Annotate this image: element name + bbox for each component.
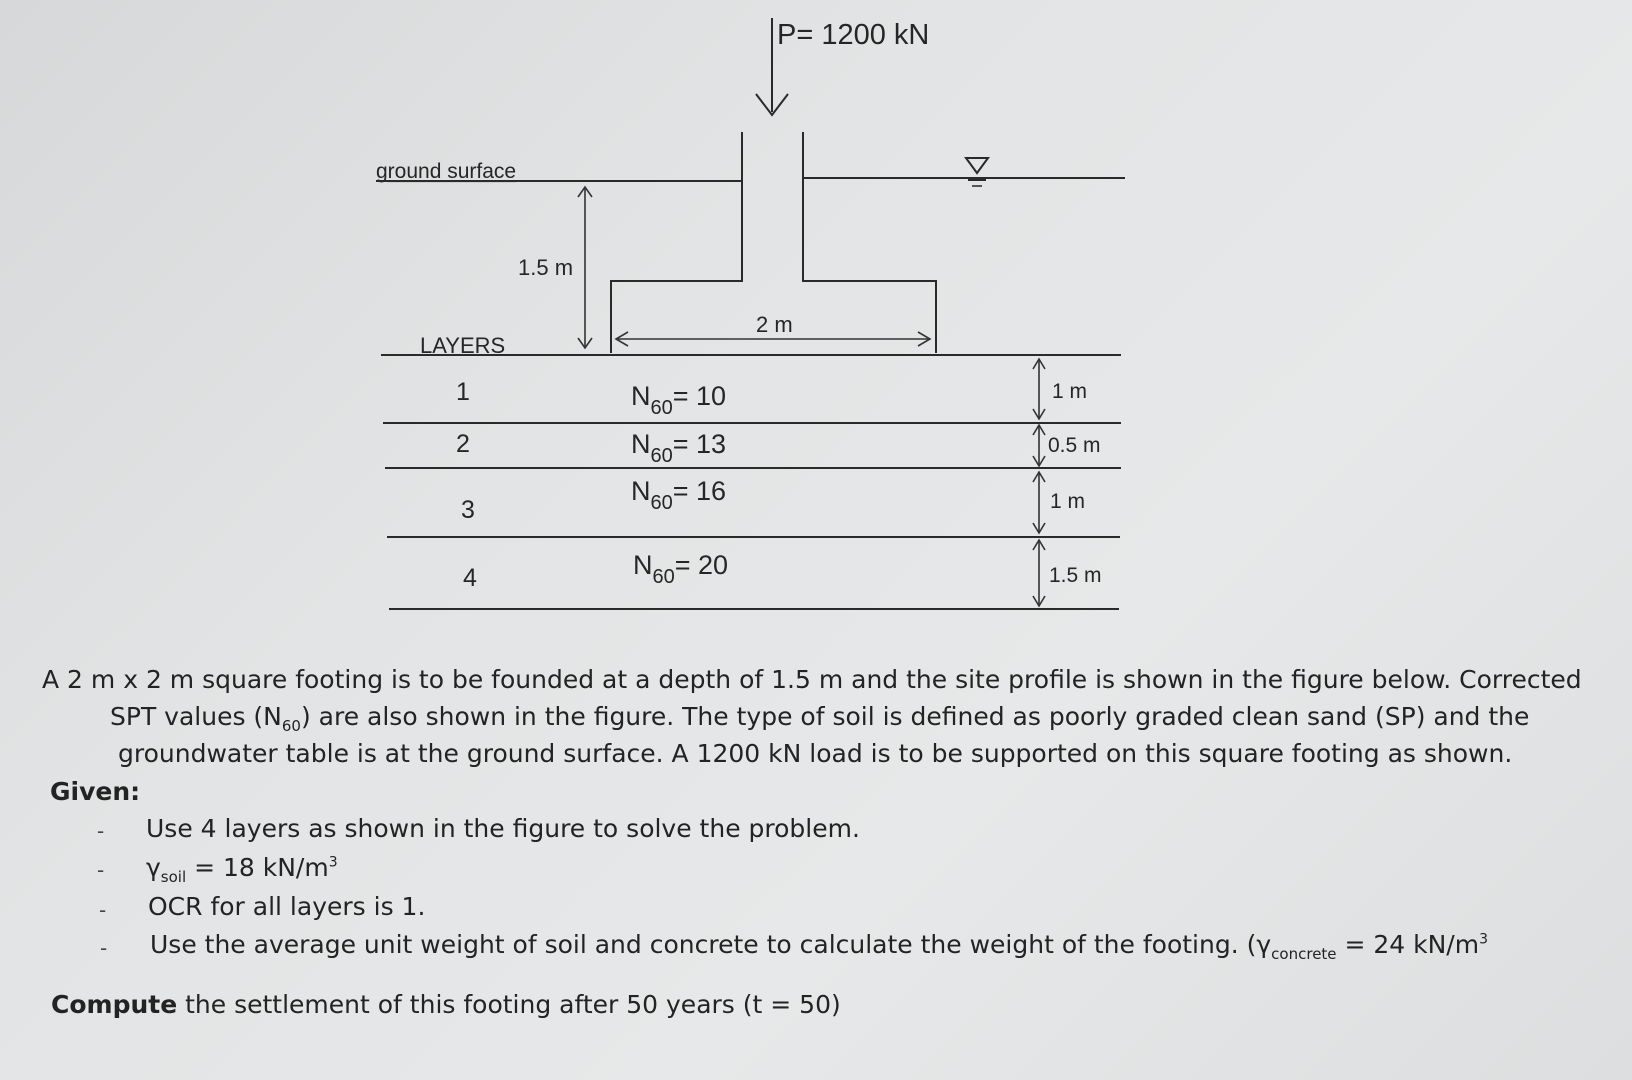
n60-layer-2: $N_{60}= 13$	[631, 429, 727, 467]
thickness-label-4: 1.5 m	[1049, 564, 1102, 587]
bullet-dash: -	[97, 819, 105, 843]
given-heading: Given:	[50, 777, 141, 806]
n60-layer-4: $N_{60}= 20$	[633, 550, 729, 588]
given-item-ocr: OCR for all layers is 1.	[148, 892, 426, 921]
thickness-dimension-4	[1033, 540, 1045, 606]
thickness-label-2: 0.5 m	[1048, 434, 1101, 457]
layer-number-3: 3	[461, 496, 475, 524]
bullet-dash: -	[97, 858, 105, 882]
layer-number-1: 1	[456, 378, 470, 406]
given-item-layers: Use 4 layers as shown in the figure to solve the problem.	[146, 814, 860, 843]
width-label: 2 m	[756, 312, 793, 337]
thickness-label-1: 1 m	[1052, 380, 1088, 403]
problem-line-3: groundwater table is at the ground surface. A 1200 kN load is to be supported on this square footing as shown.	[118, 739, 1513, 768]
bullet-dash: -	[100, 936, 108, 960]
bullet-dash: -	[99, 898, 107, 922]
depth-label: 1.5 m	[518, 255, 574, 280]
layers-heading: LAYERS	[420, 333, 506, 358]
n60-layer-3: $N_{60}= 16$	[631, 476, 727, 514]
problem-line-2: SPT values $(N_{60})$ are also shown in the figure. The type of soil is defined as poorly graded clean sand (SP) and the	[110, 702, 1530, 735]
layer-number-4: 4	[463, 564, 477, 592]
thickness-dimension-1	[1033, 359, 1045, 419]
footing-outline-right	[803, 132, 936, 353]
thickness-dimension-3	[1033, 472, 1045, 533]
layer-number-2: 2	[456, 430, 470, 458]
ground-surface-label: ground surface	[376, 160, 517, 183]
thickness-label-3: 1 m	[1050, 490, 1086, 513]
n60-layer-1: $N_{60}= 10$	[631, 381, 727, 419]
footing-outline-left	[611, 132, 742, 353]
load-label: P= 1200 kN	[777, 19, 930, 51]
compute-statement: Compute the settlement of this footing after 50 years (t = 50)	[51, 990, 841, 1019]
problem-line-1: A 2 m x 2 m square footing is to be founded at a depth of 1.5 m and the site profile is shown in the figure below. Corrected	[42, 665, 1582, 694]
given-item-unit-weight-soil: $\gamma_{soil} = 18$ $kN/m^3$	[146, 853, 338, 886]
water-table-icon	[966, 158, 988, 186]
given-item-footing-weight: Use the average unit weight of soil and concrete to calculate the weight of the footing. ($\gamma_{concrete} = 24$ $kN/m^3$	[150, 930, 1489, 963]
thickness-dimension-2	[1033, 425, 1045, 466]
